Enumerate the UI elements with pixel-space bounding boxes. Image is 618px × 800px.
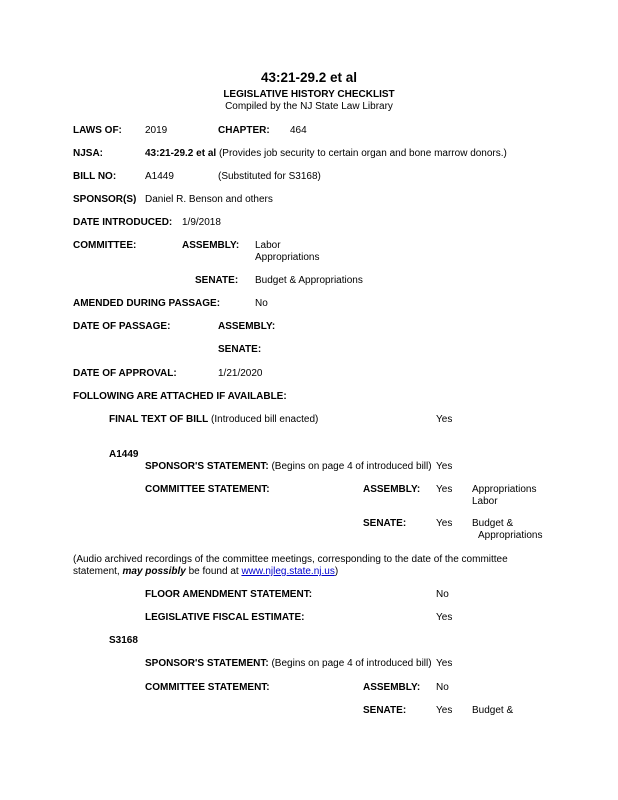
bill-no-note: (Substituted for S3168) — [218, 171, 321, 182]
s3168-committee-label: COMMITTEE STATEMENT: — [145, 682, 270, 693]
a1449-senate-value: Yes — [436, 518, 453, 529]
committee-assembly-1: Labor — [255, 240, 281, 251]
audio-note-line2 — [73, 566, 338, 578]
passage-assembly-label: ASSEMBLY: — [218, 321, 276, 332]
audio-note-line1: (Audio archived recordings of the committee meetings, corresponding to the date of the committee — [73, 554, 508, 565]
audio-note-pre: statement, — [73, 566, 120, 577]
a1449-sponsor-value: Yes — [436, 461, 453, 472]
chapter-label: CHAPTER: — [218, 125, 270, 136]
committee-assembly-2: Appropriations — [255, 252, 320, 263]
date-introduced-label: DATE INTRODUCED: — [73, 217, 173, 228]
chapter-value: 464 — [290, 125, 307, 136]
committee-senate-label: SENATE: — [195, 275, 239, 286]
bill-no-value: A1449 — [145, 171, 174, 182]
s3168-label: S3168 — [109, 635, 138, 646]
committee-senate-value: Budget & Appropriations — [255, 275, 363, 286]
njsa-line — [145, 148, 507, 160]
sponsor-label: SPONSOR(S) — [73, 194, 137, 205]
a1449-sponsor-label: SPONSOR'S STATEMENT: — [145, 461, 269, 472]
page-subtitle: LEGISLATIVE HISTORY CHECKLIST — [223, 89, 395, 100]
date-introduced-value: 1/9/2018 — [182, 217, 221, 228]
final-text-line — [109, 414, 318, 426]
audio-note-mid: be found at — [188, 566, 239, 577]
amended-label: AMENDED DURING PASSAGE: — [73, 298, 221, 309]
audio-note-emphasis: may possibly — [122, 566, 186, 577]
final-text-value: Yes — [436, 414, 453, 425]
floor-amendment-label: FLOOR AMENDMENT STATEMENT: — [145, 589, 313, 600]
sponsor-value: Daniel R. Benson and others — [145, 194, 273, 205]
floor-amendment-value: No — [436, 589, 449, 600]
passage-label: DATE OF PASSAGE: — [73, 321, 171, 332]
committee-assembly-label: ASSEMBLY: — [182, 240, 240, 251]
s3168-assembly-value: No — [436, 682, 449, 693]
s3168-sponsor-note: (Begins on page 4 of introduced bill) — [271, 658, 432, 669]
following-label: FOLLOWING ARE ATTACHED IF AVAILABLE: — [73, 391, 287, 402]
a1449-senate-committee-1: Budget & — [472, 518, 514, 529]
a1449-assembly-value: Yes — [436, 484, 453, 495]
a1449-senate-committee-2: Appropriations — [478, 530, 543, 541]
njsa-value: 43:21-29.2 et al — [145, 148, 217, 159]
a1449-assembly-committee-2: Labor — [472, 496, 498, 507]
njsa-label: NJSA: — [73, 148, 104, 159]
bill-no-label: BILL NO: — [73, 171, 117, 182]
a1449-assembly-committee-1: Appropriations — [472, 484, 537, 495]
a1449-label: A1449 — [109, 449, 139, 460]
fiscal-estimate-label: LEGISLATIVE FISCAL ESTIMATE: — [145, 612, 305, 623]
s3168-sponsor-value: Yes — [436, 658, 453, 669]
approval-label: DATE OF APPROVAL: — [73, 368, 177, 379]
a1449-assembly-label: ASSEMBLY: — [363, 484, 421, 495]
laws-of-value: 2019 — [145, 125, 168, 136]
final-text-label: FINAL TEXT OF BILL — [109, 414, 209, 425]
audio-note-post: ) — [334, 566, 339, 577]
s3168-assembly-label: ASSEMBLY: — [363, 682, 421, 693]
a1449-committee-label: COMMITTEE STATEMENT: — [145, 484, 270, 495]
a1449-senate-label: SENATE: — [363, 518, 407, 529]
s3168-senate-label: SENATE: — [363, 705, 407, 716]
committee-label: COMMITTEE: — [73, 240, 137, 251]
amended-value: No — [255, 298, 268, 309]
njleg-link[interactable]: www.njleg.state.nj.us — [241, 566, 335, 577]
approval-value: 1/21/2020 — [218, 368, 263, 379]
a1449-sponsor-note: (Begins on page 4 of introduced bill) — [271, 461, 432, 472]
fiscal-estimate-value: Yes — [436, 612, 453, 623]
final-text-note: (Introduced bill enacted) — [211, 414, 319, 425]
s3168-sponsor-line — [145, 658, 432, 670]
s3168-senate-value: Yes — [436, 705, 453, 716]
page-title: 43:21-29.2 et al — [260, 70, 358, 85]
laws-of-label: LAWS OF: — [73, 125, 122, 136]
njsa-description: (Provides job security to certain organ and bone marrow donors.) — [218, 148, 507, 159]
a1449-sponsor-line — [145, 461, 432, 473]
s3168-sponsor-label: SPONSOR'S STATEMENT: — [145, 658, 269, 669]
passage-senate-label: SENATE: — [218, 344, 262, 355]
s3168-senate-committee-1: Budget & — [472, 705, 514, 716]
compiled-by: Compiled by the NJ State Law Library — [225, 101, 393, 112]
